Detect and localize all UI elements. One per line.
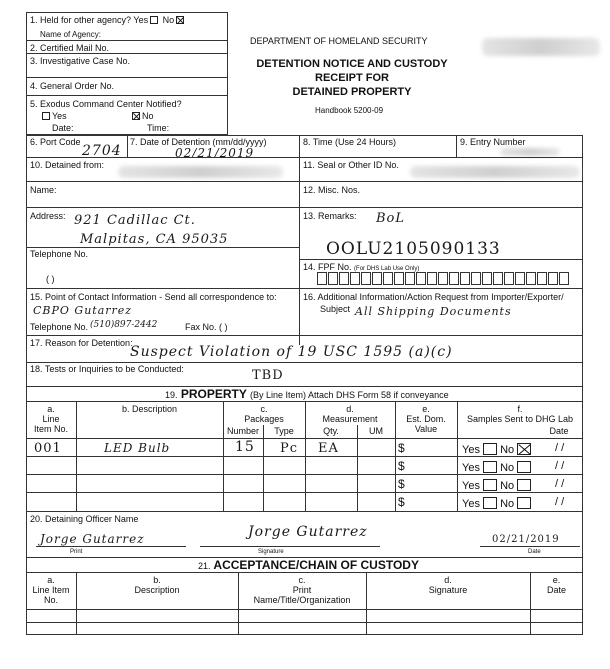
field-7-label: 7. Date of Detention (mm/dd/yyyy) (130, 137, 267, 147)
sample-yes-checkbox[interactable] (483, 479, 497, 491)
field-13-label: 13. Remarks: (303, 211, 357, 221)
contact-telephone-value: (510)897-2442 (90, 320, 158, 330)
line-item-value: 001 (34, 441, 62, 456)
field-15-label: 15. Point of Contact Information - Send all correspondence to: (30, 292, 277, 302)
subject-label: Subject (320, 304, 351, 314)
field-5-label: 5. Exodus Command Center Notified? (30, 99, 182, 109)
field-16-label: 16. Additional Information/Action Request from Importer/Exporter/ (303, 292, 564, 302)
custody-col-c-header: c. Print Name/Title/Organization (253, 575, 351, 605)
col-e-header: e. Est. Dom. Value (406, 404, 446, 434)
sample-no-checkbox[interactable] (517, 497, 531, 509)
custody-col-d-header: d. Signature (428, 575, 468, 595)
date-of-detention-value: 02/21/2019 (175, 146, 255, 160)
custody-heading: 21. ACCEPTANCE/CHAIN OF CUSTODY (198, 558, 419, 572)
exodus-yes-checkbox[interactable] (42, 112, 50, 120)
reason-value: Suspect Violation of 19 USC 1595 (a)(c) (130, 344, 453, 360)
sample-no-checkbox[interactable] (517, 461, 531, 473)
field-12-label: 12. Misc. Nos. (303, 185, 361, 195)
redacted-area (482, 38, 600, 56)
custody-col-b-header: b. Description (134, 575, 180, 595)
held-no-checkbox[interactable] (176, 16, 184, 24)
sample-yes-checkbox[interactable] (483, 443, 497, 455)
signature-caption: Signature (258, 549, 284, 555)
field-9-label: 9. Entry Number (460, 137, 526, 147)
exodus-time-label: Time: (147, 123, 170, 133)
exodus-date-label: Date: (52, 123, 74, 133)
field-17-label: 17. Reason for Detention: (30, 338, 133, 348)
col-c-header: c. Packages (244, 404, 284, 424)
subject-value: All Shipping Documents (355, 305, 512, 318)
telephone-label: Telephone No. (30, 249, 89, 259)
sample-no-checkbox[interactable] (517, 479, 531, 491)
tests-value: TBD (252, 368, 284, 383)
remarks-line1-value: BoL (376, 211, 406, 226)
qty-value: EA (318, 441, 339, 456)
field-10-label: 10. Detained from: (30, 160, 105, 170)
department-name: DEPARTMENT OF HOMELAND SECURITY (250, 36, 428, 46)
exodus-no-checkbox[interactable] (132, 112, 140, 120)
fpf-number-boxes[interactable] (317, 272, 570, 285)
property-heading: 19. PROPERTY (By Line Item) Attach DHS Form 58 if conveyance (165, 387, 449, 401)
contact-telephone-label: Telephone No. (30, 322, 89, 332)
pkg-type-value: Pc (280, 441, 299, 456)
remarks-line2-value: OOLU2105090133 (326, 239, 501, 259)
telephone-parens: ( ) (46, 274, 55, 284)
field-14-label: 14. FPF No. (For DHS Lab Use Only) (303, 262, 420, 272)
sample-no-checkbox[interactable] (517, 443, 531, 455)
form-title-line1: DETENTION NOTICE AND CUSTODY (256, 58, 448, 70)
address-line1-value: 921 Cadillac Ct. (74, 213, 196, 228)
field-11-label: 11. Seal or Other ID No. (303, 160, 399, 170)
form-title-line2: RECEIPT FOR (315, 72, 389, 84)
field-4-label: 4. General Order No. (30, 81, 115, 91)
address-label: Address: (30, 211, 66, 221)
pkg-number-value: 15 (235, 439, 255, 455)
fax-label: Fax No. ( ) (185, 322, 228, 332)
field-20-label: 20. Detaining Officer Name (30, 514, 139, 524)
officer-name-value: Jorge Gutarrez (40, 532, 145, 546)
exodus-no: No (130, 111, 154, 121)
date-caption: Date (528, 549, 541, 555)
field-1-label: 1. Held for other agency? Yes No (30, 15, 186, 25)
col-f-date: Date (549, 426, 569, 436)
col-c-number: Number (226, 426, 259, 436)
agency-name-label: Name of Agency: (40, 30, 101, 39)
col-f-header: f. Samples Sent to DHG Lab (466, 404, 574, 424)
port-code-value: 2704 (82, 143, 122, 159)
col-d-um: UM (369, 426, 383, 436)
form-title-line3: DETAINED PROPERTY (292, 86, 412, 98)
field-6-label: 6. Port Code (30, 137, 81, 147)
col-d-qty: Qty. (323, 426, 339, 436)
name-label: Name: (30, 185, 57, 195)
custody-col-a-header: a. Line Item No. (32, 575, 70, 605)
field-8-label: 8. Time (Use 24 Hours) (303, 137, 397, 147)
contact-value: CBPO Gutarrez (33, 304, 133, 317)
address-line2-value: Malpitas, CA 95035 (80, 232, 229, 247)
sample-yes-checkbox[interactable] (483, 461, 497, 473)
field-2-label: 2. Certified Mail No. (30, 43, 110, 53)
officer-date-value: 02/21/2019 (492, 534, 560, 545)
exodus-yes: Yes (40, 111, 67, 121)
col-d-header: d. Measurement (322, 404, 378, 424)
field-18-label: 18. Tests or Inquiries to be Conducted: (30, 364, 184, 374)
handbook-number: Handbook 5200-09 (315, 106, 384, 115)
officer-signature-value: Jorge Gutarrez (248, 524, 368, 540)
col-a-header: a. Line Item No. (33, 404, 68, 434)
held-yes-checkbox[interactable] (150, 16, 158, 24)
custody-col-e-header: e. Date (546, 575, 566, 595)
field-3-label: 3. Investigative Case No. (30, 56, 131, 66)
sample-yes-checkbox[interactable] (483, 497, 497, 509)
description-value: LED Bulb (104, 441, 171, 455)
print-caption: Print (70, 549, 83, 555)
col-b-header: b. Description (121, 404, 178, 414)
col-c-type: Type (274, 426, 294, 436)
